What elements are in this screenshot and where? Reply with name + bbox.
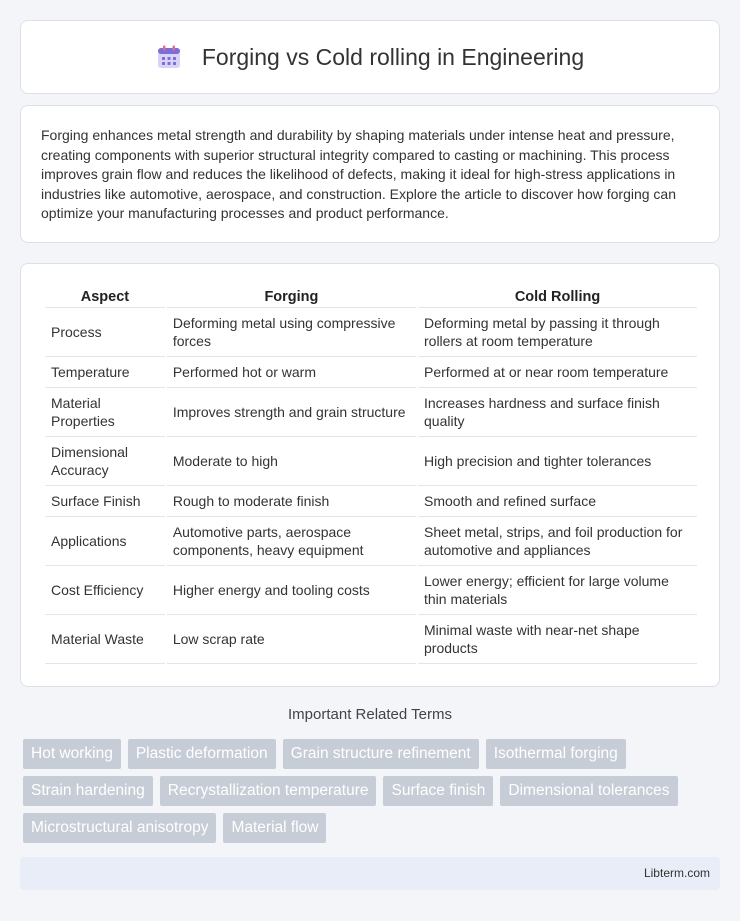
cell-aspect: Surface Finish [45,486,165,517]
cell-aspect: Material Properties [45,388,165,437]
tag-row [23,776,723,806]
table-row [45,486,697,517]
intro-card [20,105,720,243]
related-terms-tags [23,739,723,850]
cell-aspect: Process [45,308,165,357]
cell-cold-rolling: Performed at or near room temperature [418,357,697,388]
tag-row [23,739,723,769]
cell-aspect: Material Waste [45,615,165,664]
cell-cold-rolling: Smooth and refined surface [418,486,697,517]
cell-aspect: Cost Efficiency [45,566,165,615]
cell-cold-rolling: Minimal waste with near-net shape products [418,615,697,664]
table-row [45,357,697,388]
tag-isothermal-forging[interactable]: Isothermal forging [486,739,626,769]
table-row [45,388,697,437]
cell-forging: Performed hot or warm [167,357,416,388]
tag-microstructural-anisotropy[interactable]: Microstructural anisotropy [23,813,216,843]
tag-dimensional-tolerances[interactable]: Dimensional tolerances [500,776,677,806]
footer [20,857,720,890]
comparison-table [43,286,699,664]
footer-site-link[interactable]: Libterm.com [643,866,710,880]
tag-row [23,813,723,843]
cell-cold-rolling: Deforming metal by passing it through rollers at room temperature [418,308,697,357]
cell-forging: Higher energy and tooling costs [167,566,416,615]
tag-material-flow[interactable]: Material flow [223,813,326,843]
cell-forging: Automotive parts, aerospace components, heavy equipment [167,517,416,566]
comparison-table-card [20,263,720,687]
cell-cold-rolling: Sheet metal, strips, and foil production for automotive and appliances [418,517,697,566]
cell-cold-rolling: High precision and tighter tolerances [418,437,697,486]
table-row [45,437,697,486]
tag-recrystallization-temperature[interactable]: Recrystallization temperature [160,776,377,806]
table-row [45,566,697,615]
tag-plastic-deformation[interactable]: Plastic deformation [128,739,276,769]
tag-hot-working[interactable]: Hot working [23,739,121,769]
cell-aspect: Applications [45,517,165,566]
calendar-icon [156,44,182,70]
tag-grain-structure-refinement[interactable]: Grain structure refinement [283,739,479,769]
related-terms-heading: Important Related Terms [288,706,452,723]
intro-text: Forging enhances metal strength and durability by shaping materials under intense heat and pressure, creating components with superior structural integrity compared to casting or machining. This process improves grain flow and reduces the likelihood of defects, making it ideal for high-stress applications in industries like automotive, aerospace, and construction. Explore the article to discover how forging can optimize your manufacturing processes and product performance. [41,127,677,222]
table-row [45,615,697,664]
table-row [45,308,697,357]
cell-forging: Low scrap rate [167,615,416,664]
cell-aspect: Dimensional Accuracy [45,437,165,486]
cell-forging: Improves strength and grain structure [167,388,416,437]
tag-strain-hardening[interactable]: Strain hardening [23,776,153,806]
page-title: Forging vs Cold rolling in Engineering [201,43,585,70]
cell-forging: Rough to moderate finish [167,486,416,517]
cell-aspect: Temperature [45,357,165,388]
title-card [20,20,720,94]
table-header-row [45,286,697,308]
header-aspect: Aspect [45,286,165,308]
cell-cold-rolling: Increases hardness and surface finish quality [418,388,697,437]
cell-cold-rolling: Lower energy; efficient for large volume thin materials [418,566,697,615]
table-row [45,517,697,566]
cell-forging: Deforming metal using compressive forces [167,308,416,357]
tag-surface-finish[interactable]: Surface finish [383,776,493,806]
header-cold-rolling: Cold Rolling [418,286,697,308]
cell-forging: Moderate to high [167,437,416,486]
header-forging: Forging [167,286,416,308]
